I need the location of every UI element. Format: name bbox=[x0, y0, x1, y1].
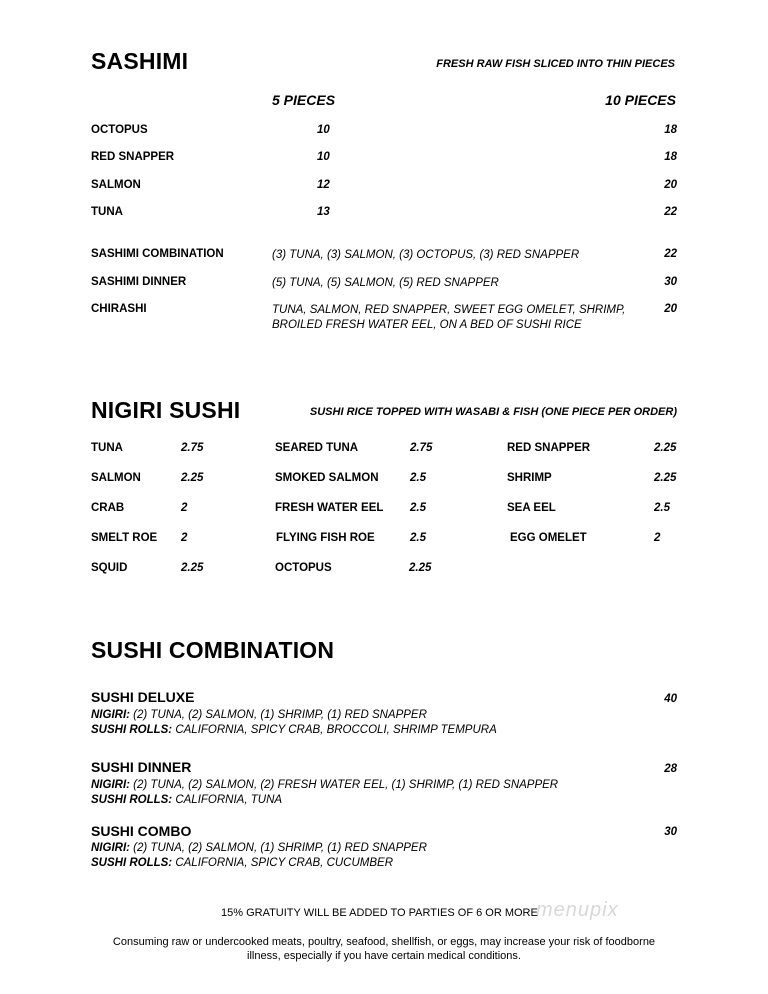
sashimi-item-name: OCTOPUS bbox=[91, 124, 148, 136]
sashimi-col-10-pieces: 10 PIECES bbox=[605, 92, 676, 108]
nigiri-item-price: 2 bbox=[181, 532, 188, 544]
nigiri-item-price: 2.5 bbox=[410, 532, 426, 544]
combo-nigiri-text: (2) TUNA, (2) SALMON, (1) SHRIMP, (1) RED SNAPPER bbox=[129, 842, 427, 854]
sashimi-title: SASHIMI bbox=[91, 48, 189, 74]
combo-name: SUSHI DINNER bbox=[91, 759, 192, 775]
nigiri-item-name: RED SNAPPER bbox=[507, 442, 591, 454]
combo-rolls-line bbox=[91, 794, 282, 806]
nigiri-item-name: FLYING FISH ROE bbox=[276, 532, 375, 544]
nigiri-item-price: 2.5 bbox=[654, 502, 670, 514]
combo-rolls-label: SUSHI ROLLS: bbox=[91, 794, 173, 806]
special-name: SASHIMI COMBINATION bbox=[91, 248, 224, 260]
special-price: 20 bbox=[664, 303, 677, 315]
combo-rolls-label: SUSHI ROLLS: bbox=[91, 857, 173, 869]
combo-nigiri-label: NIGIRI: bbox=[91, 779, 130, 791]
special-price: 30 bbox=[664, 276, 677, 288]
special-description: (3) TUNA, (3) SALMON, (3) OCTOPUS, (3) RED SNAPPER bbox=[272, 249, 580, 261]
sashimi-item-price-5: 10 bbox=[317, 151, 330, 163]
special-name: SASHIMI DINNER bbox=[91, 276, 187, 288]
special-description: (5) TUNA, (5) SALMON, (5) RED SNAPPER bbox=[272, 277, 499, 289]
combo-rolls-text: CALIFORNIA, TUNA bbox=[172, 794, 283, 806]
sashimi-item-name: RED SNAPPER bbox=[91, 151, 175, 163]
nigiri-item-name: TUNA bbox=[91, 442, 123, 454]
combo-name: SUSHI DELUXE bbox=[91, 689, 195, 705]
combo-nigiri-label: NIGIRI: bbox=[91, 709, 130, 721]
nigiri-item-price: 2.25 bbox=[654, 442, 677, 454]
nigiri-item-price: 2.25 bbox=[181, 562, 204, 574]
nigiri-item-name: SALMON bbox=[91, 472, 141, 484]
nigiri-item-name: SMOKED SALMON bbox=[275, 472, 379, 484]
nigiri-item-price: 2.25 bbox=[409, 562, 432, 574]
nigiri-item-price: 2.25 bbox=[181, 472, 204, 484]
nigiri-item-price: 2.75 bbox=[181, 442, 204, 454]
sashimi-item-name: SALMON bbox=[91, 179, 141, 191]
gratuity-note: 15% GRATUITY WILL BE ADDED TO PARTIES OF 6 OR MORE bbox=[221, 907, 538, 919]
nigiri-item-name: SHRIMP bbox=[507, 472, 552, 484]
combo-nigiri-line bbox=[91, 779, 558, 791]
nigiri-item-price: 2 bbox=[181, 502, 188, 514]
nigiri-item-name: SEARED TUNA bbox=[275, 442, 359, 454]
food-safety-disclaimer: Consuming raw or undercooked meats, poultry, seafood, shellfish, or eggs, may increase your risk of foodborne illness, especially if you have certain medical conditions. bbox=[112, 936, 656, 962]
sashimi-subtitle: FRESH RAW FISH SLICED INTO THIN PIECES bbox=[436, 58, 675, 70]
combo-nigiri-text: (2) TUNA, (2) SALMON, (2) FRESH WATER EEL, (1) SHRIMP, (1) RED SNAPPER bbox=[129, 779, 559, 791]
nigiri-item-name: SQUID bbox=[91, 562, 128, 574]
special-description: TUNA, SALMON, RED SNAPPER, SWEET EGG OMELET, SHRIMP, BROILED FRESH WATER EEL, ON A BED OF SUSHI RICE bbox=[272, 304, 626, 331]
nigiri-item-name: SMELT ROE bbox=[91, 532, 158, 544]
combo-rolls-label: SUSHI ROLLS: bbox=[91, 724, 173, 736]
combo-price: 30 bbox=[664, 826, 677, 838]
nigiri-title: NIGIRI SUSHI bbox=[91, 397, 241, 423]
sashimi-col-5-pieces: 5 PIECES bbox=[272, 92, 336, 108]
nigiri-item-price: 2 bbox=[654, 532, 661, 544]
watermark-text: menupix bbox=[536, 899, 619, 921]
nigiri-item-price: 2.25 bbox=[654, 472, 677, 484]
nigiri-item-name: EGG OMELET bbox=[510, 532, 587, 544]
sashimi-item-price-10: 20 bbox=[664, 179, 677, 191]
sashimi-item-price-10: 18 bbox=[664, 124, 677, 136]
sashimi-item-name: TUNA bbox=[91, 206, 123, 218]
nigiri-item-price: 2.5 bbox=[410, 502, 426, 514]
sashimi-item-price-5: 13 bbox=[317, 206, 330, 218]
sashimi-item-price-10: 22 bbox=[664, 206, 677, 218]
combo-rolls-text: CALIFORNIA, SPICY CRAB, CUCUMBER bbox=[172, 857, 394, 869]
sashimi-item-price-5: 10 bbox=[317, 124, 330, 136]
combo-nigiri-line bbox=[91, 709, 427, 721]
sashimi-item-price-5: 12 bbox=[317, 179, 330, 191]
nigiri-item-price: 2.5 bbox=[410, 472, 426, 484]
nigiri-item-name: OCTOPUS bbox=[275, 562, 332, 574]
combo-rolls-text: CALIFORNIA, SPICY CRAB, BROCCOLI, SHRIMP TEMPURA bbox=[172, 724, 497, 736]
nigiri-subtitle: SUSHI RICE TOPPED WITH WASABI & FISH (ONE PIECE PER ORDER) bbox=[309, 406, 677, 418]
combo-price: 28 bbox=[664, 763, 677, 775]
special-name: CHIRASHI bbox=[91, 303, 147, 315]
combo-rolls-line bbox=[91, 724, 497, 736]
nigiri-item-price: 2.75 bbox=[410, 442, 433, 454]
combo-rolls-line bbox=[91, 857, 393, 869]
combo-name: SUSHI COMBO bbox=[91, 823, 192, 839]
sashimi-item-price-10: 18 bbox=[664, 151, 677, 163]
combo-nigiri-label: NIGIRI: bbox=[91, 842, 130, 854]
nigiri-item-name: CRAB bbox=[91, 502, 125, 514]
combination-title: SUSHI COMBINATION bbox=[91, 637, 335, 663]
special-price: 22 bbox=[664, 248, 677, 260]
nigiri-item-name: SEA EEL bbox=[507, 502, 556, 514]
combo-nigiri-line bbox=[91, 842, 427, 854]
nigiri-item-name: FRESH WATER EEL bbox=[275, 502, 384, 514]
combo-nigiri-text: (2) TUNA, (2) SALMON, (1) SHRIMP, (1) RED SNAPPER bbox=[129, 709, 427, 721]
combo-price: 40 bbox=[664, 693, 677, 705]
